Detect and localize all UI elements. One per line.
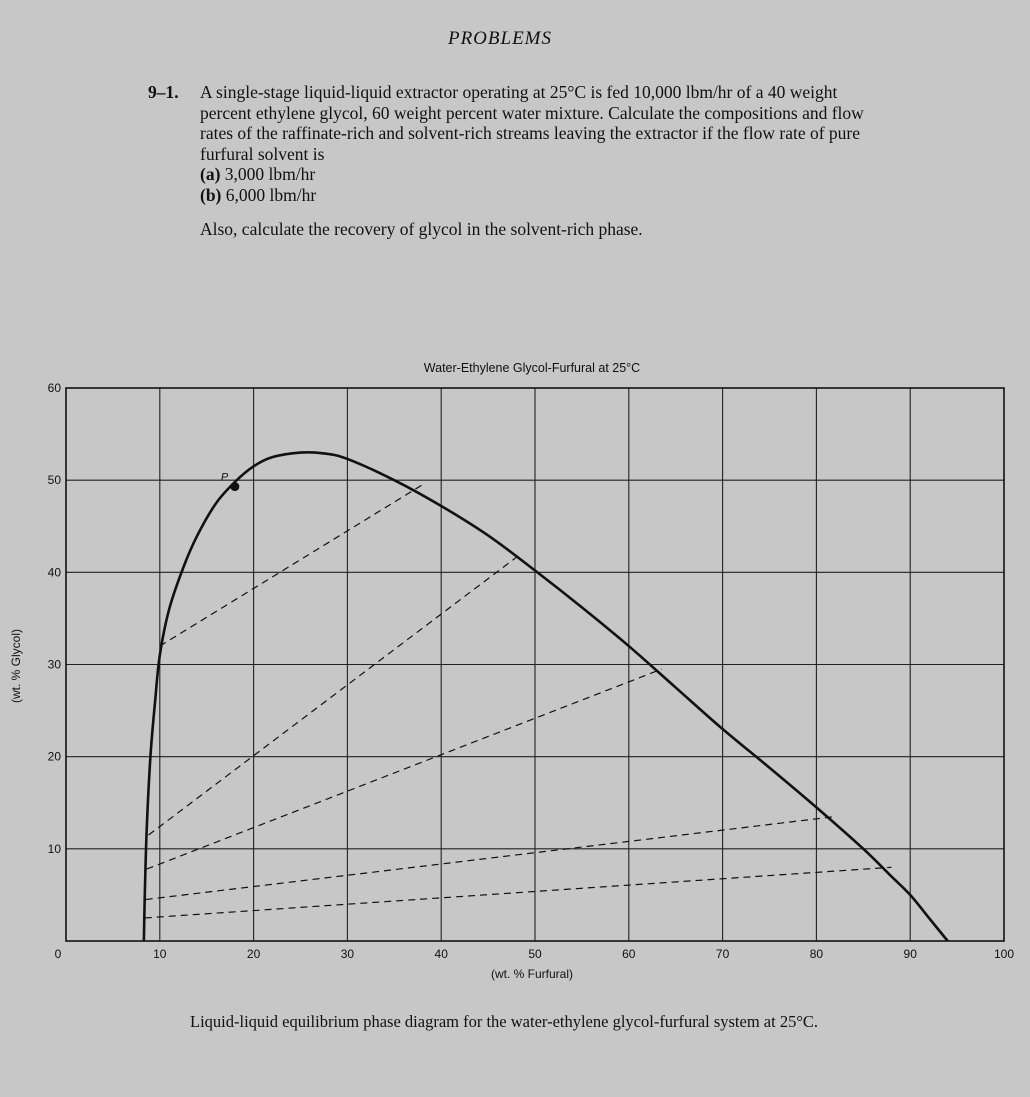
problem-text: A single-stage liquid-liquid extractor operating at 25°C is fed 10,000 lbm/hr of a 40 weight percent ethylene glycol, 60 weight percent water mixture. Calculate the compositions and flow rates of the raffinate-rich and solvent-rich streams leaving the extractor if the flow rate of pure furfural solvent is [200, 82, 864, 164]
option-text: 6,000 lbm/hr [225, 184, 317, 205]
x-tick-label: 100 [993, 947, 1015, 961]
x-tick-label: 40 [434, 947, 448, 961]
option-label: (b) [200, 184, 222, 205]
x-tick-label: 60 [622, 947, 636, 961]
point-p-label: P [220, 471, 229, 484]
problem-number: 9–1. [148, 82, 179, 102]
x-tick-label: 20 [246, 947, 261, 961]
x-tick-label: 70 [715, 947, 730, 961]
y-tick-label: 20 [47, 749, 61, 764]
x-tick-label: 80 [809, 947, 824, 961]
point-p-marker [230, 482, 239, 491]
y-tick-label: 50 [47, 473, 61, 488]
option-label: (a) [200, 164, 221, 184]
x-tick-label: 10 [153, 947, 167, 961]
binodal-curve [144, 452, 948, 941]
x-tick-label: 0 [54, 947, 62, 961]
x-tick-label: 30 [340, 947, 355, 961]
figure-caption: Liquid-liquid equilibrium phase diagram for the water-ethylene glycol-furfural system at 25°C. [190, 1012, 819, 1031]
x-axis-label: (wt. % Furfural) [490, 967, 574, 981]
y-axis-label: (wt. % Glycol) [9, 628, 23, 704]
tie-line [149, 554, 521, 835]
y-tick-label: 30 [47, 657, 61, 672]
y-tick-label: 40 [47, 565, 61, 580]
y-tick-label: 60 [47, 381, 61, 395]
x-tick-label: 90 [903, 947, 917, 961]
y-tick-label: 10 [47, 841, 61, 856]
option-text: 3,000 lbm/hr [224, 164, 316, 184]
tie-line [145, 867, 892, 918]
chart-title: Water-Ethylene Glycol-Furfural at 25°C [423, 361, 641, 375]
page-heading: PROBLEMS [447, 28, 553, 49]
tie-line [160, 485, 423, 646]
problem-followup: Also, calculate the recovery of glycol in the solvent-rich phase. [200, 219, 643, 239]
x-tick-label: 50 [528, 947, 542, 961]
tie-line [147, 669, 662, 869]
